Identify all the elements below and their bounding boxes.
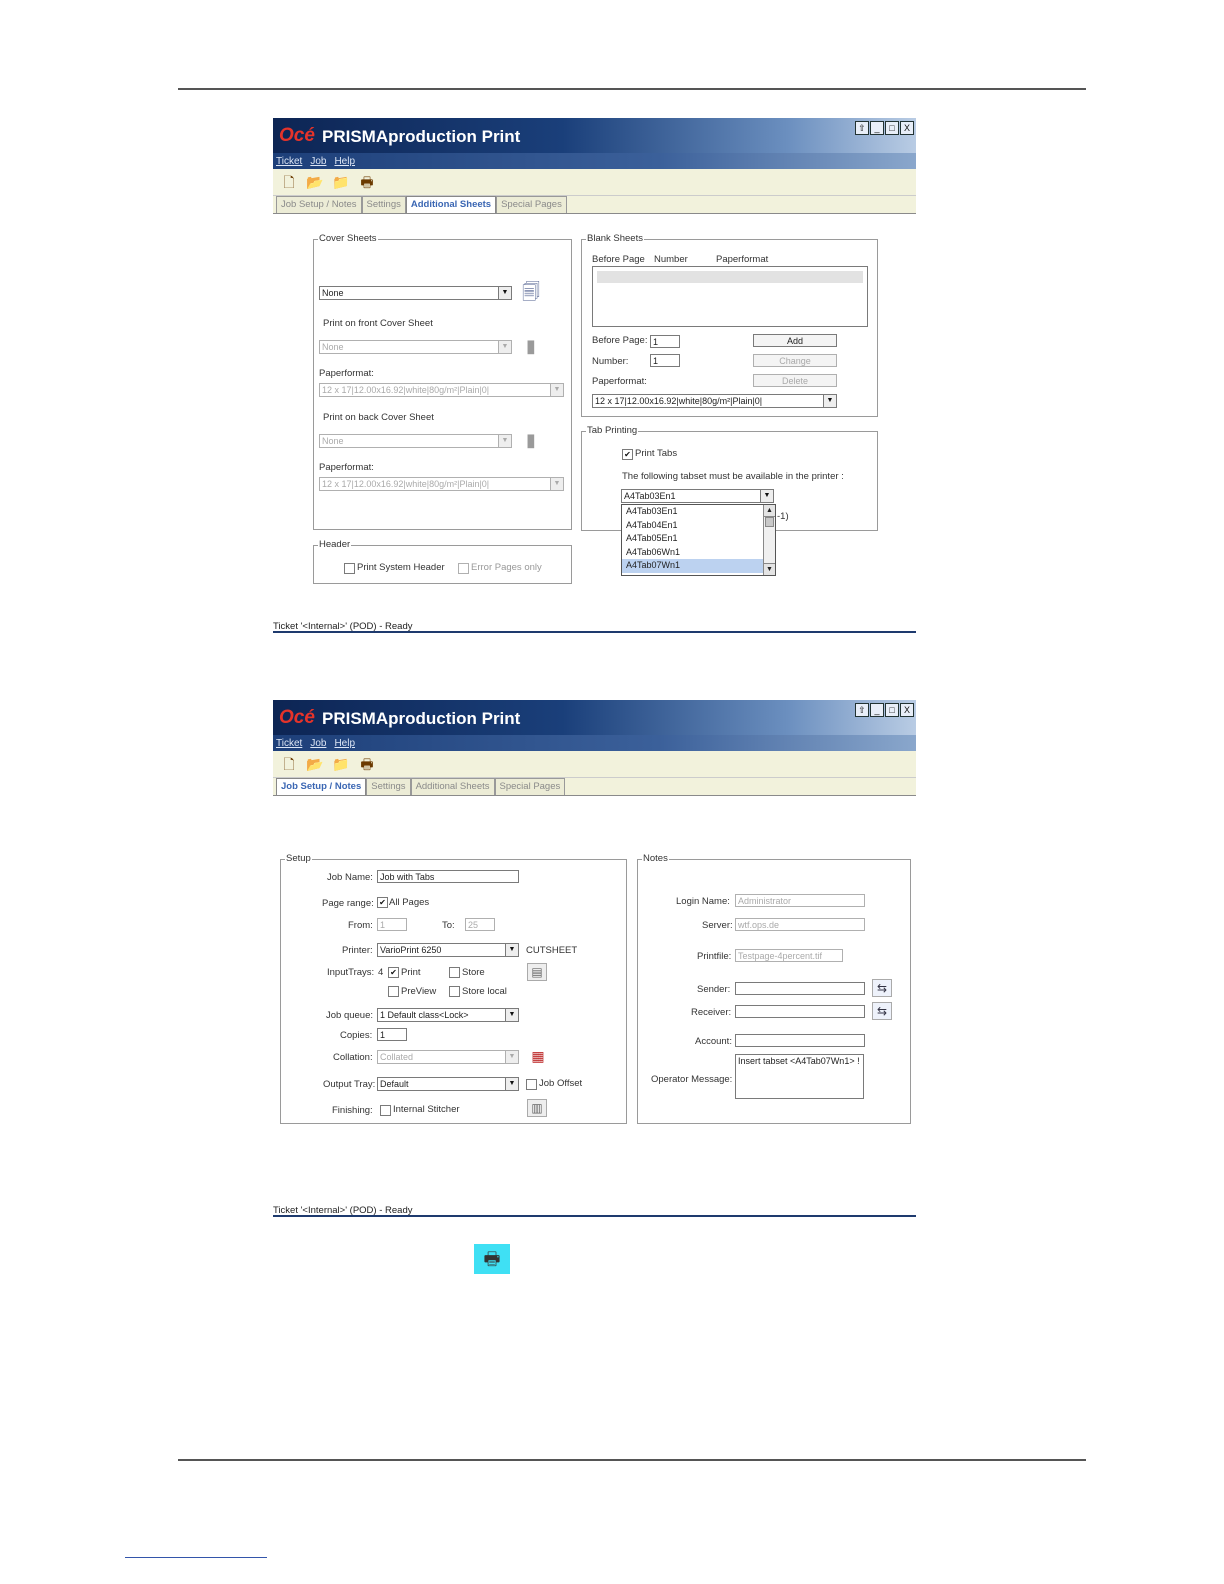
tab-strip [273,196,916,214]
front-paperformat-value: 12 x 17|12.00x16.92|white|80g/m²|Plain|0| [322,385,490,395]
delete-button: Delete [753,374,837,387]
store-local-checkbox[interactable] [449,986,460,997]
to-label: To: [442,920,455,931]
app-title: PRISMAproduction Print [322,709,521,728]
input-trays-count: 4 [378,967,384,978]
print-label: Print [401,967,421,978]
receiver-address-book-icon[interactable]: ⇆ [872,1002,892,1020]
printfile-field: Testpage-4percent.tif [735,949,843,962]
chevron-down-icon: ▼ [823,395,836,407]
job-offset-checkbox[interactable] [526,1079,537,1090]
column-paperformat: Paperformat [716,254,769,265]
tab-additional-sheets[interactable]: Additional Sheets [406,196,496,213]
tabset-value: A4Tab03En1 [624,491,676,501]
account-field[interactable] [735,1034,865,1047]
number-field[interactable]: 1 [650,354,680,367]
chevron-down-icon: ▼ [550,478,563,490]
server-field: wtf.ops.de [735,918,865,931]
printer-value: VarioPrint 6250 [380,945,442,955]
cover-sheets-title: Cover Sheets [319,233,377,244]
open-ticket-icon[interactable]: 📂 [306,756,324,772]
error-pages-only-label: Error Pages only [471,562,542,573]
copies-label: Copies: [340,1030,373,1041]
dropdown-scrollbar[interactable] [763,505,775,575]
menu-help[interactable]: Help [334,155,356,167]
back-paperformat-value: 12 x 17|12.00x16.92|white|80g/m²|Plain|0| [322,479,490,489]
collation-label: Collation: [333,1052,373,1063]
print-system-header-label: Print System Header [357,562,445,573]
print-icon[interactable]: 🖶 [360,174,374,190]
setup-title: Setup [286,853,311,864]
operator-message-label: Operator Message: [651,1074,733,1085]
cover-sheet-select[interactable] [319,286,512,300]
blank-paperformat-value: 12 x 17|12.00x16.92|white|80g/m²|Plain|0| [595,396,763,406]
blank-paperformat-select[interactable] [592,394,837,408]
new-ticket-icon[interactable]: 🗋 [283,174,295,190]
printfile-label: Printfile: [697,951,732,962]
server-label: Server: [702,920,733,931]
app-title: PRISMAproduction Print [322,127,521,146]
tabset-option-selected[interactable]: A4Tab07Wn1 [622,559,775,573]
title-bar [273,118,916,153]
menu-ticket[interactable]: Ticket [276,737,303,749]
back-cover-page-icon: ▮ [526,430,536,450]
cover-sheet-document-icon[interactable]: 🗐 [522,282,540,302]
all-pages-checkbox[interactable]: ✔ [377,897,388,908]
job-name-field[interactable]: Job with Tabs [377,870,519,883]
prisma-window-job-setup [273,700,916,1217]
output-tray-value: Default [380,1079,409,1089]
job-name-label: Job Name: [327,872,373,883]
tray-settings-icon[interactable]: ▤ [527,963,547,981]
blank-sheets-title: Blank Sheets [587,233,643,244]
header-title: Header [319,539,351,550]
restore-icon[interactable]: ⇧ [855,121,869,135]
before-page-label: Before Page: [592,335,648,346]
receiver-label: Receiver: [691,1007,732,1018]
chevron-down-icon: ▼ [498,435,511,447]
tabset-option[interactable]: A4Tab06Wn1 [626,546,681,557]
front-cover-label: Print on front Cover Sheet [323,318,433,329]
internal-stitcher-label: Internal Stitcher [393,1104,460,1115]
chevron-down-icon: ▼ [505,1051,518,1063]
output-tray-select[interactable] [377,1077,519,1091]
tabset-select[interactable] [621,489,774,503]
oce-logo: Océ [279,125,315,146]
job-queue-select[interactable] [377,1008,519,1022]
minimize-icon[interactable]: _ [870,121,884,135]
menu-help[interactable]: Help [334,737,356,749]
job-offset-label: Job Offset [539,1078,583,1089]
close-icon[interactable]: X [900,121,914,135]
receiver-field[interactable] [735,1005,865,1018]
cover-sheets-group [313,233,572,530]
store-local-label: Store local [462,986,507,997]
notes-group [637,853,911,1124]
header-group [313,539,572,584]
close-icon[interactable]: X [900,703,914,717]
tabset-option[interactable]: A4Tab05En1 [626,533,678,544]
tab-special-pages[interactable]: Special Pages [495,778,566,795]
tabset-dropdown-list[interactable] [621,504,776,576]
printer-type-label: CUTSHEET [526,945,578,956]
tabset-option[interactable]: A4Tab04En1 [626,519,678,530]
scroll-thumb[interactable] [765,517,774,527]
finishing-settings-icon[interactable]: ▥ [527,1099,547,1117]
save-ticket-icon[interactable]: 📁 [332,756,350,772]
front-cover-select [319,340,512,354]
login-name-field: Administrator [735,894,865,907]
toolbar [273,169,916,196]
collation-select [377,1050,519,1064]
maximize-icon[interactable]: □ [885,703,899,717]
front-cover-value: None [322,342,344,352]
login-name-label: Login Name: [676,896,730,907]
print-job-icon: 🖶 [474,1244,510,1274]
chevron-down-icon: ▼ [498,287,511,299]
collation-value: Collated [380,1052,414,1062]
back-cover-select [319,434,512,448]
job-queue-label: Job queue: [326,1010,374,1021]
menu-ticket[interactable]: Ticket [276,155,303,167]
tab-additional-sheets[interactable]: Additional Sheets [411,778,495,795]
print-tabs-label: Print Tabs [635,448,678,459]
chevron-down-icon: ▼ [498,341,511,353]
content-area [273,796,916,1216]
before-page-field[interactable]: 1 [650,335,680,348]
oce-logo: Océ [279,707,315,728]
menu-bar [273,735,916,751]
setup-group [280,853,627,1124]
status-bar: Ticket '<Internal>' (POD) - Ready [273,1205,413,1216]
operator-message-field[interactable]: Insert tabset <A4Tab07Wn1> ! [735,1054,864,1099]
maximize-icon[interactable]: □ [885,121,899,135]
tab-settings[interactable]: Settings [362,196,406,213]
error-pages-only-checkbox [458,563,469,574]
minimize-icon[interactable]: _ [870,703,884,717]
chevron-down-icon: ▼ [505,944,518,956]
internal-stitcher-checkbox[interactable] [380,1105,391,1116]
job-queue-value: 1 Default class<Lock> [380,1010,469,1020]
back-cover-value: None [322,436,344,446]
front-cover-page-icon: ▮ [526,336,536,356]
store-checkbox[interactable] [449,967,460,978]
tab-strip [273,778,916,796]
back-cover-label: Print on back Cover Sheet [323,412,434,423]
page-range-label: Page range: [322,898,374,909]
print-icon[interactable]: 🖶 [360,756,374,772]
to-field: 25 [465,918,495,931]
front-paperformat-label: Paperformat: [319,368,374,379]
list-selection-row [597,271,863,283]
tab-job-setup[interactable]: Job Setup / Notes [276,196,362,213]
toolbar [273,751,916,778]
chevron-down-icon: ▼ [505,1078,518,1090]
new-ticket-icon[interactable]: 🗋 [283,756,295,772]
number-label: Number: [592,356,629,367]
tabset-info-text: The following tabset must be available in the printer : [622,471,844,482]
store-label: Store [462,967,485,978]
sender-field[interactable] [735,982,865,995]
add-button[interactable]: Add [753,334,837,347]
finishing-label: Finishing: [332,1105,373,1116]
notes-title: Notes [643,853,668,864]
page-top-rule [178,88,1086,90]
change-button: Change [753,354,837,367]
printer-label: Printer: [342,945,373,956]
column-number: Number [654,254,688,265]
front-paperformat-select [319,383,564,397]
blank-paperformat-label: Paperformat: [592,376,647,387]
tab-settings[interactable]: Settings [366,778,410,795]
tabset-suffix: -1) [777,511,789,522]
cover-sheet-value: None [322,288,344,298]
menu-bar [273,153,916,169]
back-paperformat-select [319,477,564,491]
chevron-down-icon: ▼ [760,490,773,502]
chevron-down-icon: ▼ [550,384,563,396]
sender-label: Sender: [697,984,731,995]
save-ticket-icon[interactable]: 📁 [332,174,350,190]
tabset-option[interactable]: A4Tab03En1 [626,506,678,516]
content-area [273,214,916,632]
open-ticket-icon[interactable]: 📂 [306,174,324,190]
input-trays-label: InputTrays: [327,967,375,978]
column-before-page: Before Page [592,254,645,265]
print-checkbox[interactable]: ✔ [388,967,399,978]
all-pages-label: All Pages [389,897,430,908]
scroll-up-icon[interactable]: ▲ [764,505,775,517]
page-bottom-rule [178,1459,1086,1461]
restore-icon[interactable]: ⇧ [855,703,869,717]
menu-job[interactable]: Job [310,155,327,167]
print-system-header-checkbox[interactable] [344,563,355,574]
footer-link-underline [125,1557,267,1558]
preview-label: PreView [401,986,437,997]
printer-select[interactable] [377,943,519,957]
output-tray-label: Output Tray: [323,1079,376,1090]
tab-job-setup[interactable]: Job Setup / Notes [276,778,366,795]
blank-sheets-group [581,233,878,417]
account-label: Account: [695,1036,732,1047]
preview-checkbox[interactable] [388,986,399,997]
collation-icon: ▦ [531,1048,545,1064]
print-tabs-checkbox[interactable]: ✔ [622,449,633,460]
copies-field[interactable]: 1 [377,1028,407,1041]
chevron-down-icon: ▼ [505,1009,518,1021]
back-paperformat-label: Paperformat: [319,462,374,473]
tab-special-pages[interactable]: Special Pages [496,196,567,213]
from-label: From: [348,920,373,931]
menu-job[interactable]: Job [310,737,327,749]
scroll-down-icon[interactable]: ▼ [764,563,775,575]
status-bar: Ticket '<Internal>' (POD) - Ready [273,621,413,632]
from-field: 1 [377,918,407,931]
blank-sheets-list[interactable] [592,266,868,327]
title-bar [273,700,916,735]
sender-address-book-icon[interactable]: ⇆ [872,979,892,997]
tab-printing-title: Tab Printing [587,425,638,436]
prisma-window-additional-sheets [273,118,916,633]
